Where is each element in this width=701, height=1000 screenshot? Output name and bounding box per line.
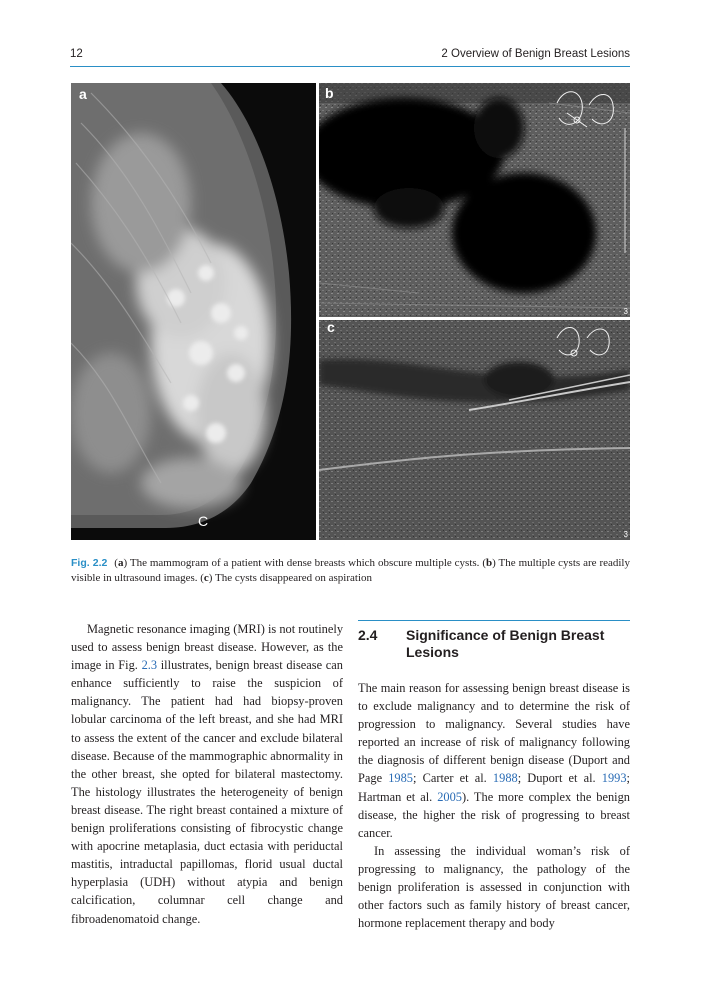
panel-label-c: c: [327, 320, 335, 335]
panel-a-inner-label: C: [198, 513, 209, 529]
paragraph-text: ; Hartman et al.: [358, 771, 630, 804]
body-paragraph: [358, 679, 630, 842]
citation-link[interactable]: 2005: [437, 789, 462, 804]
paragraph-text: ; Duport et al.: [517, 771, 602, 786]
paragraph-text: Magnetic resonance imaging (MRI) is not routinely used to assess benign breast disease. However, as the image in Fig.: [71, 622, 344, 673]
paragraph-text: ; Carter et al.: [413, 771, 493, 786]
citation-link[interactable]: 1988: [492, 771, 518, 786]
caption-panel-c: c: [203, 572, 209, 584]
panel-b-corner-number: 3: [623, 307, 628, 316]
mammogram-image: [71, 83, 316, 540]
ultrasound-image-cysts: [319, 83, 630, 317]
caption-text: ) The multiple cysts are readily visible in ultrasound images. (: [71, 557, 630, 584]
body-paragraph: [71, 620, 343, 928]
figure-2-2: [71, 83, 630, 540]
figure-reference-link[interactable]: 2.3: [141, 658, 158, 673]
panel-c-corner-number: 3: [623, 530, 628, 539]
caption-panel-b: b: [486, 557, 493, 569]
citation-link[interactable]: 1993: [601, 771, 627, 786]
section-heading: [358, 620, 630, 661]
paragraph-text: ). The more complex the benign disease, the higher the risk of progressing to breast cancer.: [358, 789, 630, 840]
page-number: 12: [70, 48, 83, 60]
chapter-title: 2 Overview of Benign Breast Lesions: [441, 48, 630, 60]
citation-link[interactable]: 1985: [388, 771, 413, 786]
panel-label-a: a: [79, 86, 87, 102]
figure-label: Fig. 2.2: [71, 557, 108, 569]
figure-caption: [71, 556, 630, 586]
panel-label-b: b: [325, 85, 334, 101]
ultrasound-image-aspiration: [319, 320, 630, 540]
paragraph-text: illustrates, benign breast disease can enhance sufficiently to raise the suspicion of malignancy. The patient had had biopsy-proven lobular carcinoma of the left breast, and she had MRI to assess the extent of the cancer and exclude bilateral disease. Because of the mammographic abnormality in the other breast, she opted for bilateral mastectomy. The histology illustrates the heterogeneity of benign breast disease. The right breast contained a mixture of benign proliferations consisting of fibrocystic change with apocrine metaplasia, duct ectasia with periductal mastitis, intraductal papillomas, florid usual ductal hyperplasia (UDH) without atypia and benign calcification, columnar cell change and fibroadenomatoid change.: [71, 658, 343, 926]
caption-text: ) The mammogram of a patient with dense breasts which obscure multiple cysts. (: [123, 557, 487, 569]
caption-text: ) The cysts disappeared on aspiration: [208, 572, 373, 584]
paragraph-text: The main reason for assessing benign breast disease is to exclude malignancy and to determine the risk of progression to malignancy. Several studies have reported an increase of risk of malignancy following the diagnosis of different benign disease (Duport and Page: [358, 681, 630, 786]
running-head: [70, 46, 630, 67]
section-title: Significance of Benign Breast Lesions: [406, 627, 605, 660]
caption-text: (: [111, 557, 118, 569]
section-number: 2.4: [358, 627, 378, 643]
body-paragraph: In assessing the individual woman’s risk of progressing to malignancy, the pathology of the benign proliferation is assessed in conjunction with other factors such as family history of breast cancer, hormone replacement therapy and body: [358, 843, 630, 931]
left-column: [71, 620, 343, 928]
caption-panel-a: a: [117, 557, 124, 569]
right-column: [358, 620, 630, 932]
